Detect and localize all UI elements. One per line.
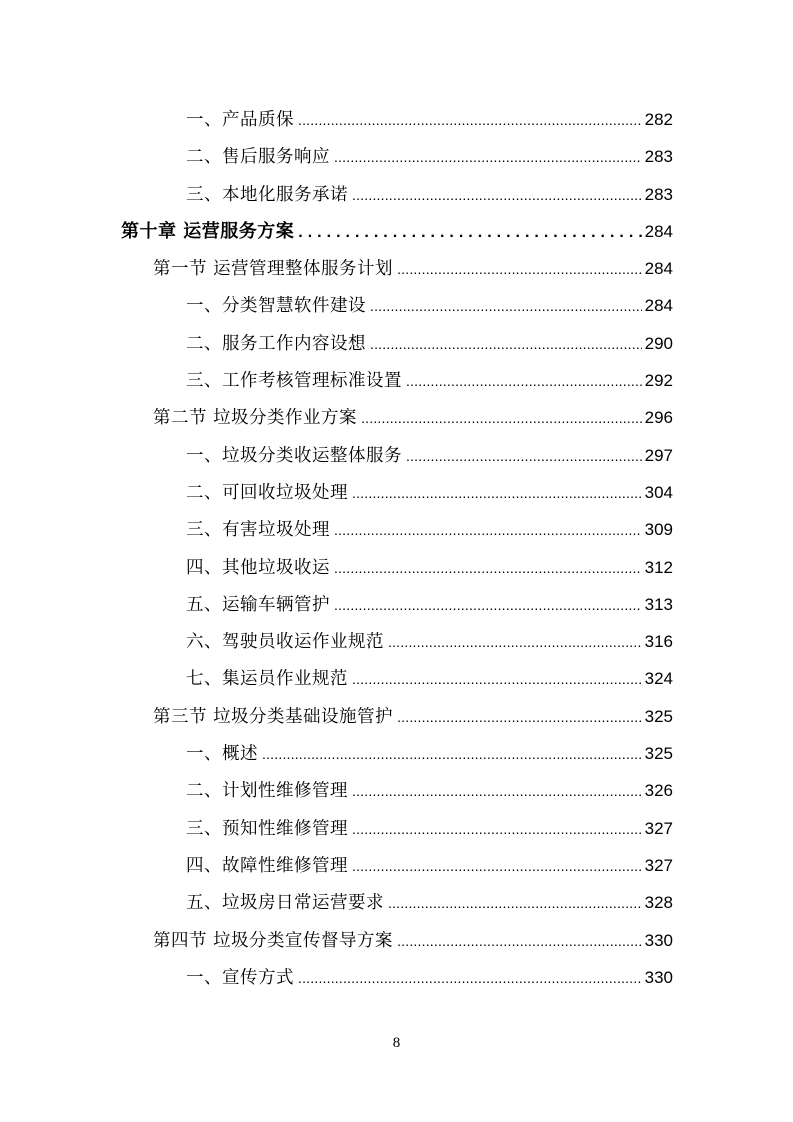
toc-entry-page: 296 [644, 408, 673, 428]
toc-entry-title: 三、本地化服务承诺 [186, 184, 348, 205]
toc-entry-title: 第十章 运营服务方案 [121, 220, 295, 242]
toc-dot-leader [298, 102, 642, 139]
toc-entry-page: 282 [644, 110, 673, 129]
toc-entry-title: 二、计划性维修管理 [186, 781, 348, 802]
toc-dot-leader [352, 177, 642, 214]
toc-dot-leader [352, 475, 642, 512]
toc-entry-page: 313 [644, 594, 673, 614]
toc-entry[interactable] [0, 399, 793, 436]
toc-dot-leader [361, 400, 642, 437]
toc-dot-leader [388, 885, 642, 922]
toc-entry[interactable] [0, 362, 793, 399]
toc-entry-page: 309 [644, 520, 673, 540]
toc-entry-page: 330 [644, 930, 673, 950]
toc-dot-leader [334, 587, 642, 624]
toc-entry[interactable] [0, 959, 793, 996]
toc-entry-page: 330 [644, 967, 673, 987]
toc-entry-page: 284 [644, 296, 673, 316]
toc-entry[interactable] [0, 698, 793, 735]
toc-entry-title: 五、垃圾房日常运营要求 [186, 893, 384, 914]
toc-dot-leader [370, 326, 642, 363]
toc-entry-page: 292 [644, 371, 673, 391]
toc-entry-title: 一、垃圾分类收运整体服务 [186, 445, 402, 466]
toc-entry-title: 第三节 垃圾分类基础设施管护 [153, 706, 394, 727]
toc-entry-page: 304 [644, 482, 673, 502]
toc-dot-leader [397, 923, 642, 960]
toc-entry-title: 一、概述 [186, 744, 258, 765]
toc-dot-leader [397, 251, 642, 288]
toc-dot-leader [298, 960, 642, 997]
toc-entry-title: 一、产品质保 [186, 110, 294, 130]
toc-entry[interactable] [0, 884, 793, 921]
toc-entry-title: 七、集运员作业规范 [186, 669, 348, 690]
toc-entry-page: 290 [644, 333, 673, 353]
toc-entry[interactable] [0, 287, 793, 324]
toc-dot-leader [406, 363, 642, 400]
toc-entry-page: 316 [644, 632, 673, 652]
table-of-contents [0, 101, 793, 996]
toc-entry-page: 297 [644, 445, 673, 465]
toc-entry-title: 六、驾驶员收运作业规范 [186, 632, 384, 653]
toc-entry-page: 325 [644, 744, 673, 764]
toc-dot-leader [352, 811, 642, 848]
toc-dot-leader [334, 550, 642, 587]
toc-entry[interactable] [0, 138, 793, 175]
toc-entry[interactable] [0, 474, 793, 511]
toc-entry-title: 一、宣传方式 [186, 967, 294, 988]
toc-entry-title: 四、故障性维修管理 [186, 855, 348, 876]
toc-entry[interactable] [0, 549, 793, 586]
toc-entry[interactable] [0, 623, 793, 660]
toc-dot-leader [406, 438, 642, 475]
toc-entry[interactable] [0, 735, 793, 772]
toc-dot-leader [397, 699, 642, 736]
toc-dot-leader [334, 512, 642, 549]
toc-entry-title: 四、其他垃圾收运 [186, 557, 330, 578]
toc-entry-page: 283 [644, 147, 673, 167]
toc-entry-page: 327 [644, 855, 673, 875]
toc-entry-title: 第四节 垃圾分类宣传督导方案 [153, 930, 394, 951]
toc-entry[interactable] [0, 810, 793, 847]
toc-entry-page: 325 [644, 706, 673, 726]
toc-dot-leader [388, 624, 642, 661]
toc-dot-leader [334, 139, 642, 176]
toc-dot-leader [298, 214, 641, 251]
toc-entry-title: 三、预知性维修管理 [186, 818, 348, 839]
toc-entry[interactable] [0, 511, 793, 548]
toc-entry-page: 284 [644, 221, 673, 241]
toc-entry[interactable] [0, 176, 793, 213]
toc-entry[interactable] [0, 847, 793, 884]
toc-entry-title: 三、工作考核管理标准设置 [186, 371, 402, 392]
toc-entry[interactable] [0, 437, 793, 474]
toc-dot-leader [262, 736, 642, 773]
page-number: 8 [392, 1035, 401, 1051]
toc-entry-title: 二、可回收垃圾处理 [186, 482, 348, 503]
toc-entry[interactable] [0, 213, 793, 250]
toc-dot-leader [352, 661, 642, 698]
toc-entry[interactable] [0, 586, 793, 623]
toc-entry-page: 312 [644, 557, 673, 577]
toc-entry-title: 二、售后服务响应 [186, 147, 330, 168]
toc-entry-page: 327 [644, 818, 673, 838]
toc-entry[interactable] [0, 101, 793, 138]
toc-entry-page: 326 [644, 781, 673, 801]
toc-entry-title: 五、运输车辆管护 [186, 594, 330, 615]
toc-entry[interactable] [0, 772, 793, 809]
toc-entry-title: 第二节 垃圾分类作业方案 [153, 408, 358, 429]
toc-entry-title: 二、服务工作内容设想 [186, 333, 366, 354]
toc-entry-title: 三、有害垃圾处理 [186, 520, 330, 541]
toc-entry[interactable] [0, 922, 793, 959]
toc-entry-page: 324 [644, 669, 673, 689]
toc-entry-page: 283 [644, 184, 673, 204]
toc-dot-leader [352, 773, 642, 810]
toc-entry-page: 284 [644, 259, 673, 279]
toc-dot-leader [370, 288, 642, 325]
toc-entry-page: 328 [644, 893, 673, 913]
toc-dot-leader [352, 848, 642, 885]
toc-entry[interactable] [0, 325, 793, 362]
toc-entry-title: 一、分类智慧软件建设 [186, 296, 366, 317]
toc-entry[interactable] [0, 660, 793, 697]
toc-entry[interactable] [0, 250, 793, 287]
toc-entry-title: 第一节 运营管理整体服务计划 [153, 259, 394, 280]
